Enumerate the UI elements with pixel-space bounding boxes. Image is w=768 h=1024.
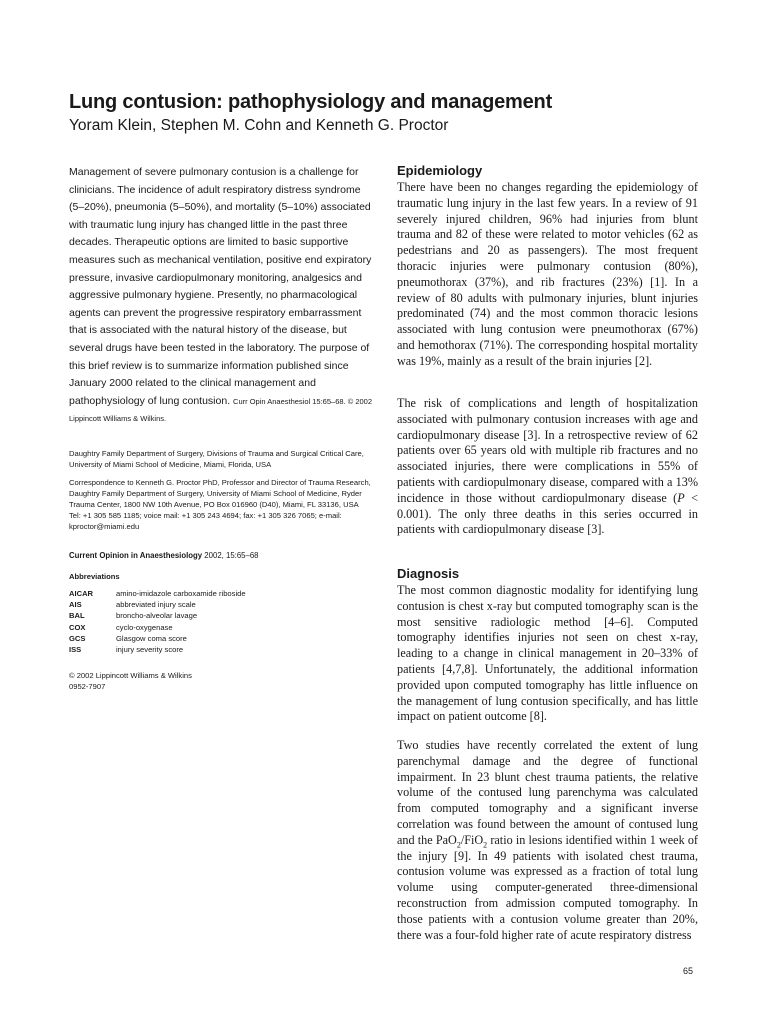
abbreviation-key: COX <box>69 622 86 632</box>
abbreviation-key: ISS <box>69 645 82 655</box>
correspondence-block <box>69 477 377 532</box>
abbreviation-value: Glasgow coma score <box>116 633 187 643</box>
page-number: 65 <box>683 966 694 976</box>
issn: 0952-7907 <box>69 682 106 691</box>
paragraph-text <box>397 396 698 538</box>
abbreviations-title: Abbreviations <box>69 572 120 581</box>
abbreviation-row <box>69 644 377 655</box>
abbreviation-row <box>69 588 377 599</box>
correspondence-contact: Tel: +1 305 585 1185; voice mail: +1 305 243 4694; fax: +1 305 326 7065; e-mail: kproctor@miami.edu <box>69 511 342 531</box>
section-heading-epidemiology: Epidemiology <box>397 163 483 178</box>
journal-detail: 2002, 15:65–68 <box>202 551 259 560</box>
abstract <box>69 164 377 428</box>
copyright-block <box>69 670 377 692</box>
abbreviation-value: amino-imidazole carboxamide riboside <box>116 589 246 598</box>
paragraph-text: There have been no changes regarding the epidemiology of traumatic lung injury in the last few years. In a review of 91 severely injured children, 96% had injuries from blunt trauma and 82 of these were related to motor vehicles (62 as pedestrians and 20 as passengers). The most frequent thoracic injuries were pulmonary contusion (80%), pneumothorax (37%), and rib fractures (23%) [1]. In a review of 80 adults with pulmonary injuries, blunt injuries predominated (74) and the most common thoracic lesions associated with lung contusion were pneumothorax (67%) and hemothorax (71%). The corresponding hospital mortality was 19%, mainly as a result of the brain injuries [2]. <box>397 180 698 368</box>
epidemiology-paragraph-1 <box>397 180 698 370</box>
abbreviation-value: injury severity score <box>116 645 184 655</box>
abbreviation-row <box>69 633 377 644</box>
abbreviation-key: GCS <box>69 633 86 643</box>
abbreviation-key: BAL <box>69 611 85 621</box>
abbreviation-value: broncho-alveolar lavage <box>116 611 198 621</box>
diagnosis-paragraph-2 <box>397 738 698 943</box>
text-run: ratio in lesions identified within 1 week of the injury [9]. In 49 patients with isolated chest trauma, contusion volume was expressed as a fraction of total lung volume using computer-generated three-dimensional reconstruction from admission computed tomography. In those patients with a contusion volume greater than 20%, there was a four-fold higher rate of acute respiratory distress <box>397 832 698 942</box>
abbreviation-key: AICAR <box>69 589 94 598</box>
correspondence-address: Correspondence to Kenneth G. Proctor PhD, Professor and Director of Trauma Research, Daughtry Family Department of Surgery, University of Miami School of Medicine, Ryder Trauma Center, 1800 NW 10th Avenue, PO Box 016960 (D40), Miami, FL 33136, USA <box>69 478 371 509</box>
abbreviation-value: cyclo-oxygenase <box>116 622 173 632</box>
abstract-text: Management of severe pulmonary contusion is a challenge for clinicians. The incidence of adult respiratory distress syndrome (5–20%), pneumonia (5–50%), and mortality (5–10%) associated with traumatic lung injury has changed little in the past three decades. Therapeutic options are limited to basic supportive measures such as mechanical ventilation, positive end expiratory pressure, invasive cardiopulmonary monitoring, analgesics and aggressive pulmonary hygiene. Presently, no pharmacological agents can prevent the progressive respiratory embarrassment that is associated with the natural history of the disease, but several drugs have been tested in the laboratory. The purpose of this brief review is to summarize information published since January 2000 related to the clinical management and pathophysiology of lung contusion. <box>69 166 372 407</box>
text-run: < 0.001). The only three deaths in this series occurred in patients with cardiopulmonary disease [3]. <box>397 490 698 537</box>
subscript: 2 <box>483 840 488 850</box>
diagnosis-paragraph-1 <box>397 583 698 725</box>
paragraph-text <box>397 738 698 943</box>
article-title: Lung contusion: pathophysiology and management <box>69 91 553 113</box>
text-run: Two studies have recently correlated the extent of lung parenchymal damage and the degree of functional impairment. In 23 blunt chest trauma patients, the relative volume of the contused lung parenchyma was calculated from computed tomography and a significant inverse correlation was found between the amount of contused lung and the PaO <box>397 738 698 847</box>
author-list: Yoram Klein, Stephen M. Cohn and Kenneth G. Proctor <box>69 117 449 134</box>
abbreviations-list <box>69 588 377 655</box>
epidemiology-paragraph-2 <box>397 396 698 538</box>
text-run: /FiO <box>460 832 484 847</box>
italic-p-value: P <box>677 490 685 505</box>
abbreviation-row <box>69 599 377 610</box>
abbreviation-row <box>69 610 377 621</box>
abbreviation-value: abbreviated injury scale <box>116 600 196 610</box>
section-heading-diagnosis: Diagnosis <box>397 566 460 581</box>
journal-name: Current Opinion in Anaesthesiology <box>69 551 203 560</box>
subscript: 2 <box>456 840 461 850</box>
abstract-citation: Curr Opin Anaesthesiol 15:65–68. © 2002 Lippincott Williams & Wilkins. <box>69 396 372 424</box>
paragraph-text: The most common diagnostic modality for identifying lung contusion is chest x-ray but computed tomography scan is the most sensitive radiologic method [4–6]. Computed tomography identifies injuries not seen on chest x-ray, leading to a change in clinical management in 20–33% of patients [4,7,8]. Unfortunately, the additional information provided upon computed tomography has little influence on the management of lung contusion specifically, and has little impact on patient outcome [8]. <box>397 583 698 724</box>
affiliation: Daughtry Family Department of Surgery, Divisions of Trauma and Surgical Critical Care, University of Miami School of Medicine, Miami, Florida, USA <box>69 449 364 469</box>
text-run: The risk of complications and length of hospitalization associated with pulmonary contusion increases with age and cardiopulmonary disease [3]. In a retrospective review of 62 patients over 65 years old with multiple rib fractures and no associated injuries, there were complications in 55% of patients with cardiopulmonary disease, compared with a 13% incidence in those without cardiopulmonary disease ( <box>397 396 698 505</box>
copyright-notice: © 2002 Lippincott Williams & Wilkins <box>69 671 192 680</box>
journal-reference <box>69 550 377 561</box>
abbreviation-key: AIS <box>69 600 82 610</box>
abbreviation-row <box>69 622 377 633</box>
